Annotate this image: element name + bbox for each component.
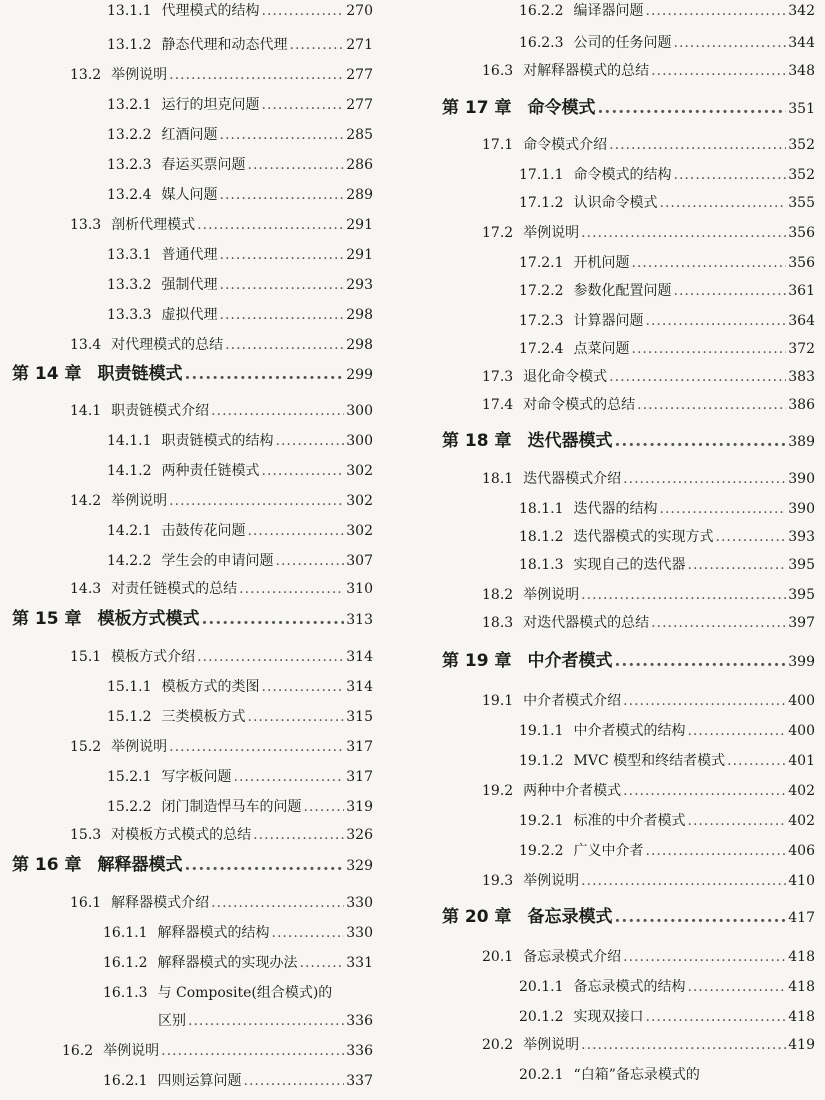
toc-entry: 13.1.2 静态代理和动态代理 ..... 271 [107,36,373,54]
toc-entry: 16.3 对解释器模式的总结 ..... 348 [482,62,815,80]
toc-entry: 16.1 解释器模式介绍 ..... 330 [70,894,373,912]
toc-entry: 18.1.3 实现自己的迭代器 ..... 395 [519,556,815,574]
toc-entry: 14.3 对责任链模式的总结 ..... 310 [70,580,373,598]
toc-entry: 19.1.1 中介者模式的结构 ..... 400 [519,722,815,740]
toc-entry: 14.2.2 学生会的申请问题 ..... 307 [107,552,373,570]
toc-entry: 13.2.4 媒人问题 ..... 289 [107,186,373,204]
toc-chapter: 第 19 章 中介者模式 ..... 399 [442,650,815,673]
toc-entry: 16.1.1 解释器模式的结构 ..... 330 [103,924,373,942]
toc-entry-continued: 区别 ..... 336 [158,1012,373,1030]
toc-entry: 17.2.4 点菜问题 ..... 372 [519,340,815,358]
toc-entry: 17.2 举例说明 ..... 356 [482,224,815,242]
toc-entry: 16.1.2 解释器模式的实现办法 ..... 331 [103,954,373,972]
toc-entry: 15.1.2 三类模板方式 ..... 315 [107,708,373,726]
toc-entry: 17.1 命令模式介绍 ..... 352 [482,136,815,154]
toc-chapter: 第 18 章 迭代器模式 ..... 389 [442,430,815,453]
toc-entry: 17.1.1 命令模式的结构 ..... 352 [519,166,815,184]
toc-entry: 15.2.2 闭门制造悍马车的问题 ..... 319 [107,798,373,816]
toc-entry: 17.1.2 认识命令模式 ..... 355 [519,194,815,212]
toc-entry: 19.1.2 MVC 模型和终结者模式 ..... 401 [519,752,815,770]
toc-entry: 13.3.2 强制代理 ..... 293 [107,276,373,294]
toc-entry: 16.2.2 编译器问题 ..... 342 [519,2,815,20]
toc-entry: 17.4 对命令模式的总结 ..... 386 [482,396,815,414]
toc-entry: 19.2.2 广义中介者 ..... 406 [519,842,815,860]
toc-entry: 13.4 对代理模式的总结 ..... 298 [70,336,373,354]
toc-entry: 14.2 举例说明 ..... 302 [70,492,373,510]
toc-entry: 18.1 迭代器模式介绍 ..... 390 [482,470,815,488]
toc-entry: 13.3 剖析代理模式 ..... 291 [70,216,373,234]
toc-entry: 16.2 举例说明 ..... 336 [62,1042,373,1060]
toc-entry: 19.2.1 标准的中介者模式 ..... 402 [519,812,815,830]
toc-entry: 15.1.1 模板方式的类图 ..... 314 [107,678,373,696]
toc-entry: 13.3.1 普通代理 ..... 291 [107,246,373,264]
toc-entry: 16.2.3 公司的任务问题 ..... 344 [519,34,815,52]
toc-entry: 20.1.1 备忘录模式的结构 ..... 418 [519,978,815,996]
toc-entry: 16.2.1 四则运算问题 ..... 337 [103,1072,373,1090]
toc-entry: 19.1 中介者模式介绍 ..... 400 [482,692,815,710]
toc-entry: 13.1.1 代理模式的结构 ..... 270 [107,2,373,20]
toc-entry: 20.2.1 “白箱”备忘录模式的 [519,1067,700,1083]
toc-entry: 17.2.3 计算器问题 ..... 364 [519,312,815,330]
toc-entry: 14.2.1 击鼓传花问题 ..... 302 [107,522,373,540]
toc-entry: 13.2.3 春运买票问题 ..... 286 [107,156,373,174]
toc-entry: 13.2.2 红酒问题 ..... 285 [107,126,373,144]
toc-entry: 19.3 举例说明 ..... 410 [482,872,815,890]
toc-entry: 18.2 举例说明 ..... 395 [482,586,815,604]
toc-entry: 13.2.1 运行的坦克问题 ..... 277 [107,96,373,114]
toc-entry: 20.2 举例说明 ..... 419 [482,1036,815,1054]
toc-chapter: 第 15 章 模板方式模式 ..... 313 [12,608,373,631]
toc-entry: 20.1.2 实现双接口 ..... 418 [519,1008,815,1026]
toc-chapter: 第 16 章 解释器模式 ..... 329 [12,854,373,877]
toc-entry: 19.2 两种中介者模式 ..... 402 [482,782,815,800]
toc-entry: 16.1.3 与 Composite(组合模式)的 [103,985,333,1001]
toc-entry: 17.2.1 开机问题 ..... 356 [519,254,815,272]
toc-entry: 13.3.3 虚拟代理 ..... 298 [107,306,373,324]
toc-entry: 18.1.1 迭代器的结构 ..... 390 [519,500,815,518]
toc-entry: 20.1 备忘录模式介绍 ..... 418 [482,948,815,966]
toc-chapter: 第 20 章 备忘录模式 ..... 417 [442,906,815,929]
toc-chapter: 第 14 章 职责链模式 ..... 299 [12,363,373,386]
toc-entry: 15.2.1 写字板问题 ..... 317 [107,768,373,786]
toc-entry: 17.2.2 参数化配置问题 ..... 361 [519,282,815,300]
toc-entry: 14.1.2 两种责任链模式 ..... 302 [107,462,373,480]
toc-entry: 15.2 举例说明 ..... 317 [70,738,373,756]
toc-entry: 13.2 举例说明 ..... 277 [70,66,373,84]
toc-entry: 15.3 对模板方式模式的总结 ..... 326 [70,826,373,844]
toc-entry: 18.1.2 迭代器模式的实现方式 ..... 393 [519,528,815,546]
toc-entry: 14.1 职责链模式介绍 ..... 300 [70,402,373,420]
toc-entry: 17.3 退化命令模式 ..... 383 [482,368,815,386]
toc-entry: 18.3 对迭代器模式的总结 ..... 397 [482,614,815,632]
toc-entry: 15.1 模板方式介绍 ..... 314 [70,648,373,666]
toc-entry: 14.1.1 职责链模式的结构 ..... 300 [107,432,373,450]
toc-chapter: 第 17 章 命令模式 ..... 351 [442,97,815,120]
